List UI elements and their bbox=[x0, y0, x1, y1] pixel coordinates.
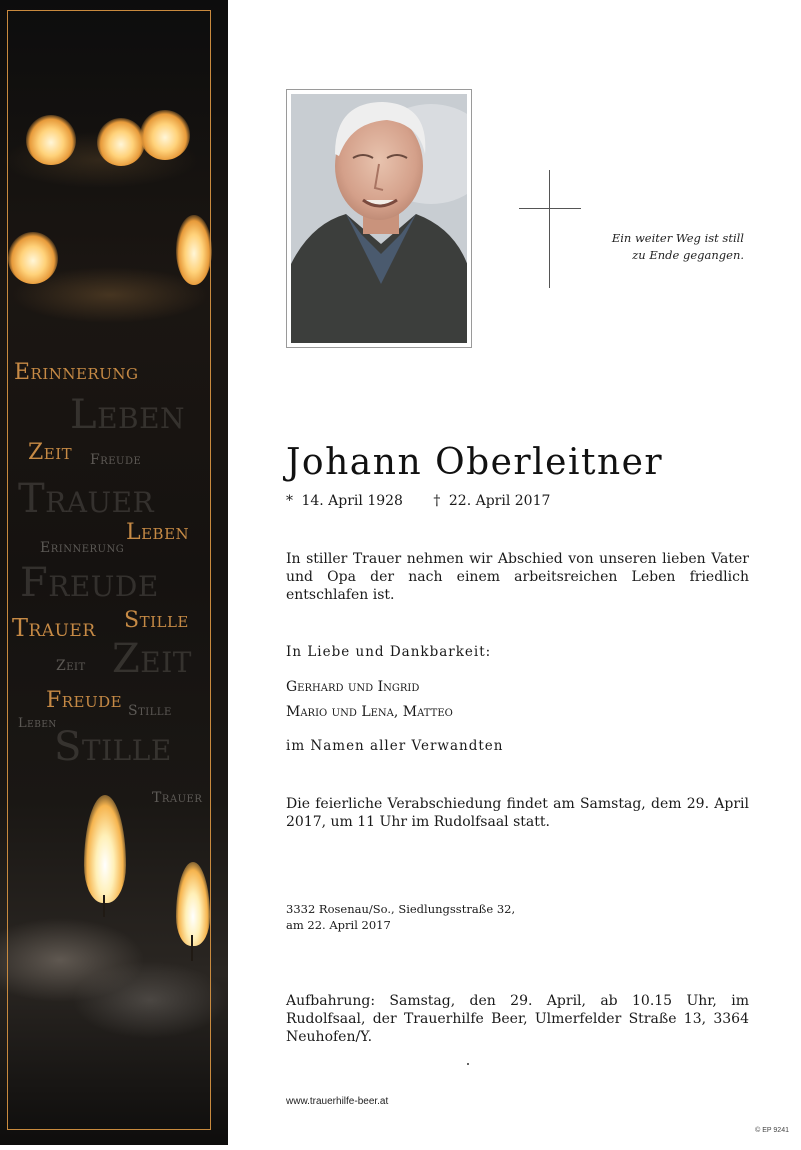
panel-word: Freude bbox=[90, 452, 142, 468]
address bbox=[286, 901, 749, 933]
panel-word: Leben bbox=[18, 716, 57, 731]
address-line: am 22. April 2017 bbox=[286, 918, 391, 932]
panel-word: Zeit bbox=[56, 658, 86, 674]
death-date: 22. April 2017 bbox=[448, 493, 551, 509]
quote-line: Ein weiter Weg ist still bbox=[611, 231, 744, 245]
portrait-illustration bbox=[291, 94, 467, 343]
panel-word: Erinnerung bbox=[40, 540, 125, 556]
panel-gold-border bbox=[7, 10, 211, 1130]
quote-line: zu Ende gegangen. bbox=[632, 248, 744, 262]
panel-word: Leben bbox=[126, 520, 190, 545]
mourners-intro: In Liebe und Dankbarkeit: bbox=[286, 644, 492, 660]
announcement-text: In stiller Trauer nehmen wir Abschied von unseren lieben Vater und Opa der nach einem arbeitsreichen Leben friedlich entschlafen ist. bbox=[286, 551, 749, 603]
ceremony-text: Die feierliche Verabschiedung findet am Samstag, dem 29. April 2017, um 11 Uhr im Rudolfsaal statt. bbox=[286, 796, 749, 830]
panel-word: Trauer bbox=[18, 476, 155, 522]
decorative-candle-panel bbox=[0, 0, 228, 1145]
death-symbol: † bbox=[433, 493, 441, 509]
panel-word: Trauer bbox=[152, 790, 203, 806]
panel-word: Trauer bbox=[12, 614, 96, 642]
deceased-name: Johann Oberleitner bbox=[286, 442, 664, 483]
mourner-line: Gerhard und Ingrid bbox=[286, 679, 420, 695]
birth-date: 14. April 1928 bbox=[301, 493, 403, 509]
panel-word: Freude bbox=[20, 560, 159, 606]
panel-word: Freude bbox=[46, 688, 123, 713]
panel-word: Erinnerung bbox=[14, 360, 139, 385]
viewing-text: Aufbahrung: Samstag, den 29. April, ab 10.15 Uhr, im Rudolfsaal, der Trauerhilfe Beer, Ulmerfelder Straße 13, 3364 Neuhofen/Y. bbox=[286, 993, 749, 1045]
panel-word: Zeit bbox=[28, 440, 73, 465]
panel-word: Zeit bbox=[112, 636, 192, 682]
portrait-frame bbox=[286, 89, 472, 348]
print-code: © EP 9241 bbox=[755, 1127, 789, 1134]
mourner-line: Mario und Lena, Matteo bbox=[286, 704, 453, 720]
portrait-photo bbox=[291, 94, 467, 343]
cross-icon-horizontal bbox=[519, 208, 581, 209]
panel-word: Stille bbox=[124, 608, 189, 633]
panel-word: Stille bbox=[54, 724, 172, 770]
address-line: 3332 Rosenau/So., Siedlungsstraße 32, bbox=[286, 902, 516, 916]
print-dot bbox=[467, 1063, 469, 1065]
mourners-closing: im Namen aller Verwandten bbox=[286, 738, 504, 754]
website-link[interactable]: www.trauerhilfe-beer.at bbox=[286, 1096, 389, 1107]
birth-symbol: * bbox=[286, 493, 293, 509]
panel-word: Leben bbox=[70, 392, 186, 438]
memorial-quote bbox=[560, 230, 744, 264]
life-dates bbox=[286, 493, 554, 509]
cross-icon-vertical bbox=[549, 170, 550, 288]
panel-word: Stille bbox=[128, 703, 172, 719]
